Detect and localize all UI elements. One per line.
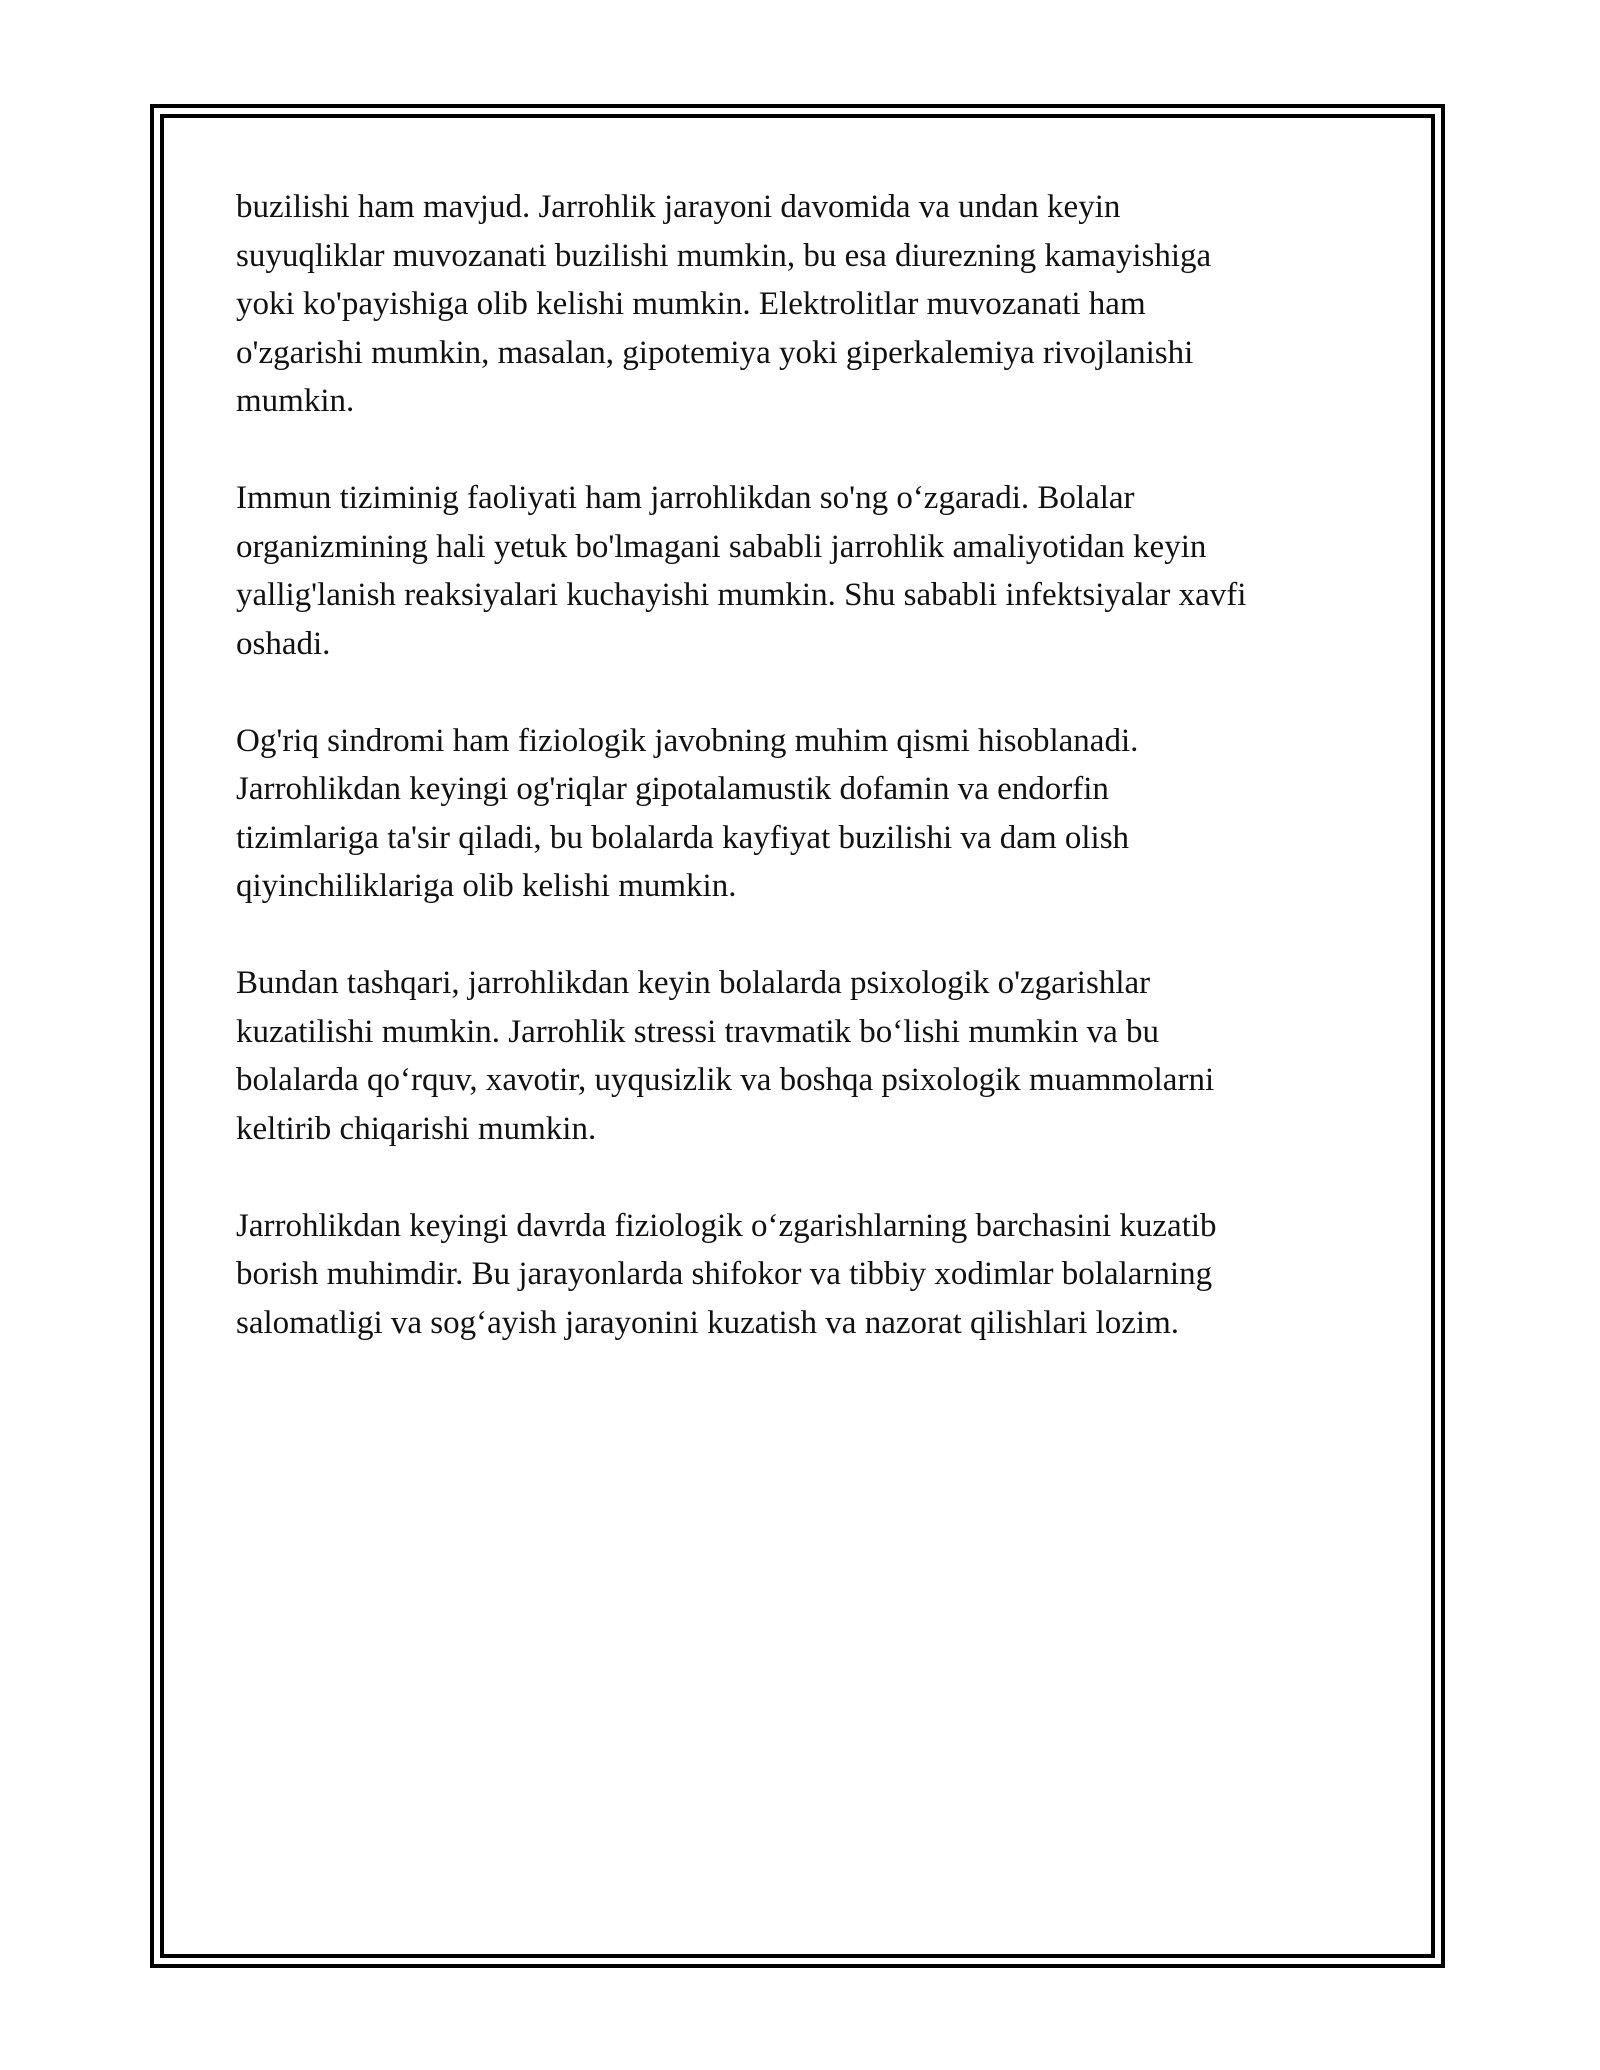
paragraph-immune-system bbox=[236, 474, 1376, 668]
paragraph-monitoring bbox=[236, 1202, 1376, 1348]
text-line: bolalarda qo‘rquv, xavotir, uyqusizlik va boshqa psixologik muammolarni bbox=[236, 1062, 1215, 1098]
text-line: qiyinchiliklariga olib kelishi mumkin. bbox=[236, 868, 737, 904]
text-line: keltirib chiqarishi mumkin. bbox=[236, 1110, 597, 1147]
text-line: o'zgarishi mumkin, masalan, gipotemiya yoki giperkalemiya rivojlanishi bbox=[236, 334, 1194, 371]
text-line: tizimlariga ta'sir qiladi, bu bolalarda kayfiyat buzilishi va dam olish bbox=[236, 819, 1130, 856]
text-line: Jarrohlikdan keyingi og'riqlar gipotalamustik dofamin va endorfin bbox=[236, 771, 1109, 807]
text-line: Immun tiziminig faoliyati ham jarrohlikdan so'ng o‘zgaradi. Bolalar bbox=[236, 480, 1135, 516]
text-line: suyuqliklar muvozanati buzilishi mumkin, bu esa diurezning kamayishiga bbox=[236, 237, 1212, 274]
paragraph-pain-syndrome bbox=[236, 717, 1376, 911]
text-line: buzilishi ham mavjud. Jarrohlik jarayoni davomida va undan keyin bbox=[236, 189, 1121, 225]
text-line: yallig'lanish reaksiyalari kuchayishi mumkin. Shu sababli infektsiyalar xavfi bbox=[236, 577, 1247, 613]
text-line: mumkin. bbox=[236, 383, 355, 419]
text-line: oshadi. bbox=[236, 625, 331, 662]
paragraph-psychological-changes bbox=[236, 959, 1376, 1153]
text-line: salomatligi va sog‘ayish jarayonini kuzatish va nazorat qilishlari lozim. bbox=[236, 1304, 1180, 1341]
paragraph-fluid-electrolyte bbox=[236, 183, 1376, 426]
text-line: organizmining hali yetuk bo'lmagani sababli jarrohlik amaliyotidan keyin bbox=[236, 528, 1207, 565]
text-line: Bundan tashqari, jarrohlikdan keyin bolalarda psixologik o'zgarishlar bbox=[236, 965, 1151, 1001]
text-line: Og'riq sindromi ham fiziologik javobning muhim qismi hisoblanadi. bbox=[236, 722, 1139, 759]
text-line: yoki ko'payishiga olib kelishi mumkin. Elektrolitlar muvozanati ham bbox=[236, 286, 1146, 322]
text-line: borish muhimdir. Bu jarayonlarda shifokor va tibbiy xodimlar bolalarning bbox=[236, 1256, 1213, 1292]
document-body bbox=[236, 183, 1376, 1396]
text-line: kuzatilishi mumkin. Jarrohlik stressi travmatik bo‘lishi mumkin va bu bbox=[236, 1013, 1159, 1050]
text-line: Jarrohlikdan keyingi davrda fiziologik o‘zgarishlarning barchasini kuzatib bbox=[236, 1207, 1217, 1244]
